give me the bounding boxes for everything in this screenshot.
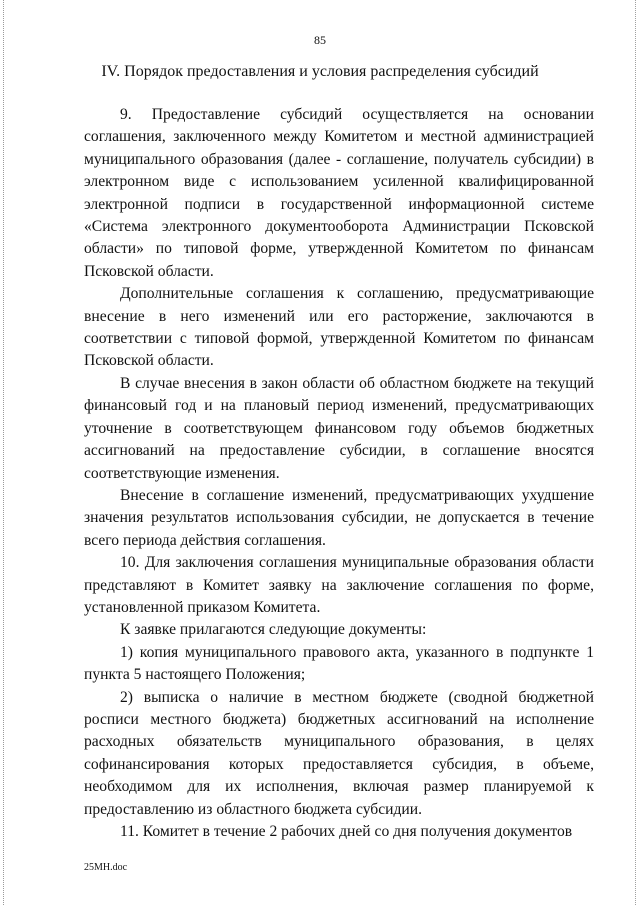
paragraph-no-worsening: Внесение в соглашение изменений, предусматривающих ухудшение значения результатов использования субсидии, не допускается в течение всего периода действия соглашения. <box>84 486 594 549</box>
paragraph-attached-documents: К заявке прилагаются следующие документы: <box>120 621 427 639</box>
paragraph-budget-changes: В случае внесения в закон области об областном бюджете на текущий финансовый год и на плановый период изменений, предусматривающих уточнение в соответствующем финансовом году объемов бюджетных ассигнований на предоставление субсидии, в соглашение вносятся соответствующие изменения. <box>84 374 594 482</box>
paragraph-additional-agreements: Дополнительные соглашения к соглашению, предусматривающие внесение в него изменений или его расторжение, заключаются в соответствии с типовой формой, утвержденной Комитетом по финансам Псковской области. <box>84 285 594 370</box>
list-item-1: 1) копия муниципального правового акта, указанного в подпункте 1 пункта 5 настоящего Положения; <box>84 643 594 684</box>
list-item-2: 2) выписка о наличие в местном бюджете (сводной бюджетной росписи местного бюджета) бюджетных ассигнований на исполнение расходных обязательств муниципального образования, в целях софинансирования которых предоставляется субсидия, в объеме, необходимом для их исполнения, включая размер планируемой к предоставлению из областного бюджета субсидии. <box>84 688 594 818</box>
section-title: IV. Порядок предоставления и условия распределения субсидий <box>101 63 539 80</box>
scan-right-edge <box>635 0 637 905</box>
page-number: 85 <box>314 33 326 47</box>
paragraph-clause-11: 11. Комитет в течение 2 рабочих дней со дня получения документов <box>120 823 573 840</box>
paragraph-clause-9: 9. Предоставление субсидий осуществляется на основании соглашения, заключенного между Комитетом и местной администрацией муниципального образования (далее - соглашение, получатель субсидии) в электронном виде с использованием усиленной квалифицированной электронной подписи в государственной информационной системе «Система электронного документооборота Администрации Псковской области» по типовой форме, утвержденной Комитетом по финансам Псковской области. <box>84 106 594 280</box>
document-body <box>84 104 594 843</box>
scan-left-edge <box>3 0 5 905</box>
file-name-footer: 25МН.doc <box>84 862 128 873</box>
paragraph-clause-10: 10. Для заключения соглашения муниципальные образования области представляют в Комитет заявку на заключение соглашения по форме, установленной приказом Комитета. <box>84 554 594 616</box>
